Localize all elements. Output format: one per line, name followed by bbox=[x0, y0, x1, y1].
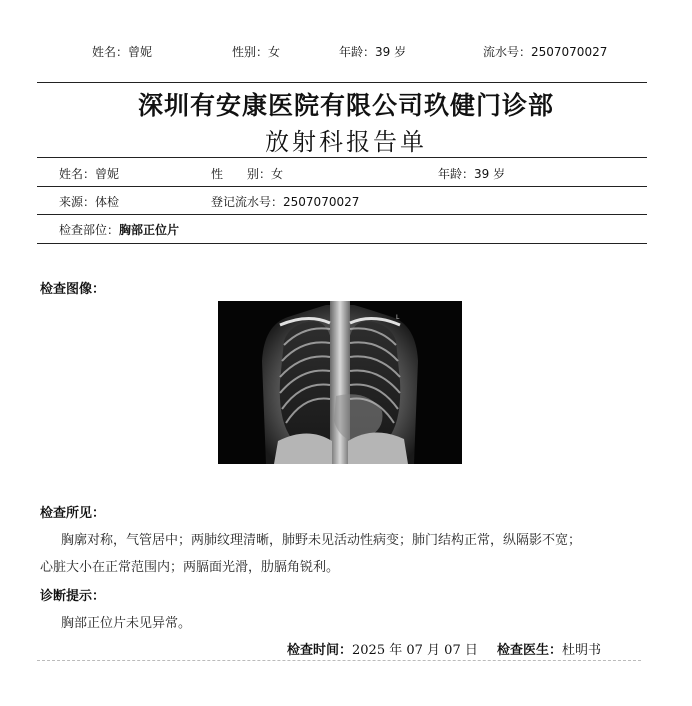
patient-gender-label: 性 别： bbox=[211, 167, 272, 181]
patient-name-label: 姓名： bbox=[59, 167, 96, 181]
chest-xray-graphic bbox=[218, 301, 462, 464]
info-row2-divider bbox=[37, 214, 647, 215]
findings-line-1: 胸廓对称，气管居中；两肺纹理清晰，肺野未见活动性病变；肺门结构正常，纵隔影不宽； bbox=[61, 533, 582, 548]
chest-xray-image bbox=[218, 301, 462, 464]
patient-name-value: 曾妮 bbox=[95, 167, 120, 181]
exam-time bbox=[287, 639, 478, 658]
patient-gender bbox=[211, 165, 283, 182]
patient-age-label: 年龄： bbox=[438, 167, 475, 181]
source-value: 体检 bbox=[95, 195, 120, 209]
registration-serial bbox=[211, 193, 359, 210]
patient-name bbox=[59, 165, 119, 182]
registration-serial-value: 2507070027 bbox=[283, 195, 360, 209]
exam-time-value: 2025 年 07 月 07 日 bbox=[352, 643, 478, 658]
header-age: 年龄：39 岁 bbox=[339, 45, 407, 59]
findings-label: 检查所见： bbox=[40, 506, 106, 521]
header-serial: 流水号：2507070027 bbox=[483, 45, 608, 59]
info-bottom-divider bbox=[37, 243, 647, 244]
exam-part-value: 胸部正位片 bbox=[119, 223, 180, 237]
patient-age-value: 39 岁 bbox=[474, 167, 506, 181]
findings-line-2: 心脏大小在正常范围内；两膈面光滑，肋膈角锐利。 bbox=[40, 560, 340, 575]
info-top-divider bbox=[37, 157, 647, 158]
exam-doctor-label: 检查医生： bbox=[497, 643, 563, 658]
exam-doctor bbox=[497, 639, 601, 658]
exam-doctor-value: 杜明书 bbox=[562, 643, 602, 658]
image-section-label: 检查图像： bbox=[40, 282, 106, 297]
info-row1-divider bbox=[37, 186, 647, 187]
hospital-title: 深圳有安康医院有限公司玖健门诊部 bbox=[137, 91, 554, 120]
exam-part-label: 检查部位： bbox=[59, 223, 120, 237]
header-divider bbox=[37, 82, 647, 83]
diagnosis-text: 胸部正位片未见异常。 bbox=[61, 616, 192, 631]
header-gender: 性别：女 bbox=[232, 45, 281, 59]
patient-age bbox=[438, 165, 505, 182]
exam-part bbox=[59, 221, 179, 238]
patient-source bbox=[59, 193, 119, 210]
source-label: 来源： bbox=[59, 195, 96, 209]
diagnosis-label: 诊断提示： bbox=[40, 589, 106, 604]
header-name: 姓名：曾妮 bbox=[92, 45, 153, 59]
registration-serial-label: 登记流水号： bbox=[211, 195, 284, 209]
patient-gender-value: 女 bbox=[271, 167, 284, 181]
exam-time-label: 检查时间： bbox=[287, 643, 353, 658]
footer-divider bbox=[37, 660, 641, 661]
report-title: 放射科报告单 bbox=[265, 128, 427, 156]
svg-text:L: L bbox=[396, 314, 400, 321]
